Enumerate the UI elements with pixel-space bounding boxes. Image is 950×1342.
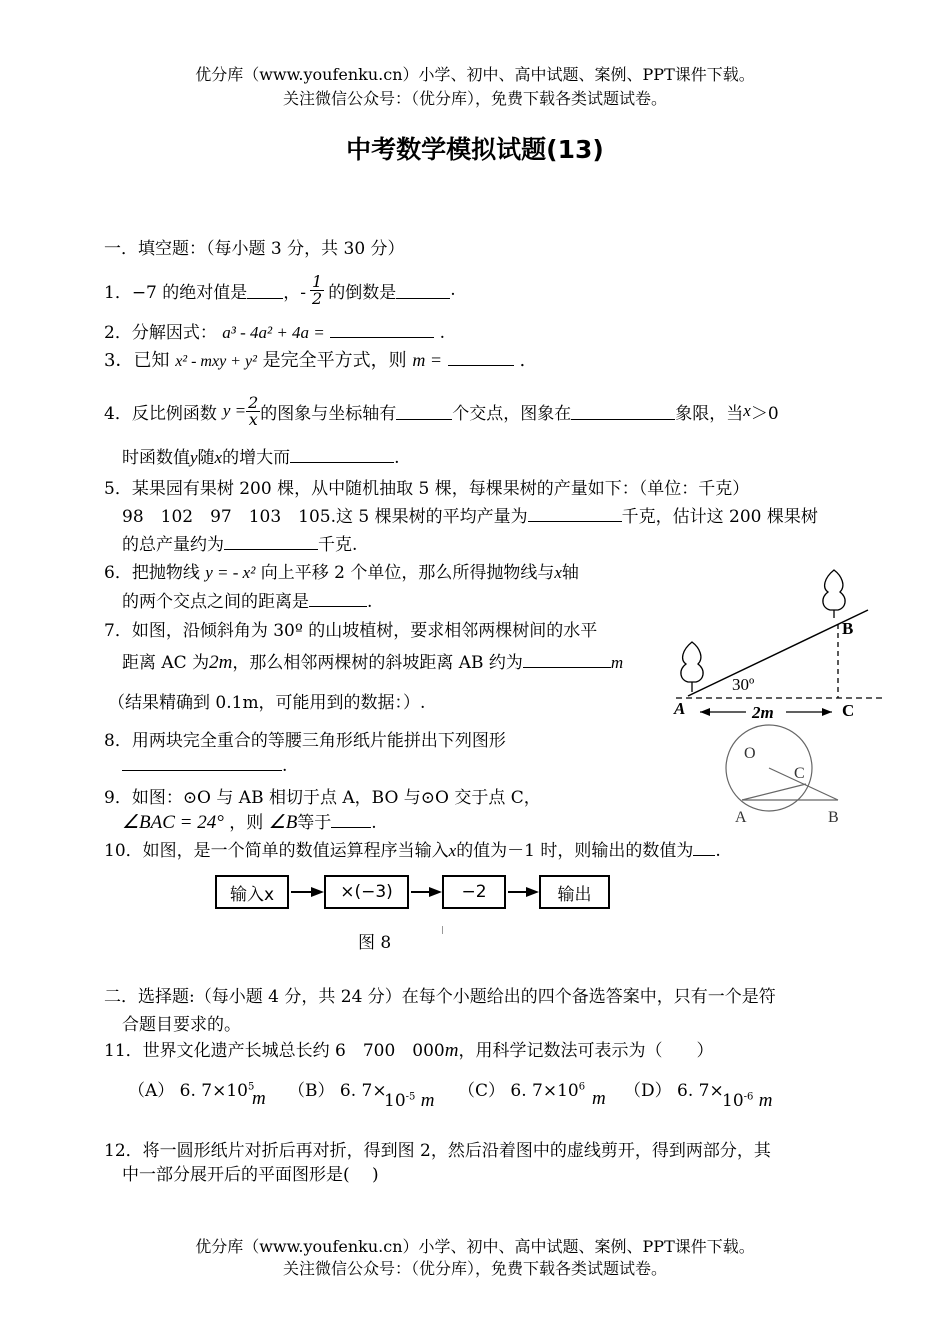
page-footer-line2: 关注微信公众号：（优分库），免费下载各类试题试卷。 — [282, 1259, 667, 1278]
q10-text-b: 的值为－1 时，则输出的数值为 — [456, 841, 694, 861]
q10-blank — [693, 839, 715, 856]
q5-line3-a: 的总产量约为 — [122, 535, 224, 555]
q1-text-a: 1．−7 的绝对值是 — [104, 282, 248, 303]
q2-text-a: 2．分解因式： — [104, 323, 217, 343]
q11-opt-c-text: （C） 6. 7×10 — [458, 1081, 579, 1101]
q6-blank — [309, 590, 367, 607]
q8-blank — [122, 754, 282, 771]
flow-box-multiply: ×(−3) — [324, 875, 409, 909]
q4-text-a: 4．反比例函数 — [104, 403, 217, 424]
question-7-line2 — [122, 648, 623, 674]
q6-text-b: 向上平移 2 个单位，那么所得抛物线与 — [260, 563, 555, 583]
question-3 — [104, 346, 525, 372]
q11-opt-b-exp: -5 — [405, 1091, 416, 1103]
slope-line — [688, 610, 868, 696]
q1-frac-num: 1 — [312, 271, 323, 291]
q5-blank-1 — [528, 505, 622, 522]
q7-blank — [523, 651, 611, 668]
q9-blank — [331, 811, 371, 828]
q9-text-d: . — [371, 813, 377, 833]
question-5-line3 — [122, 530, 357, 555]
q1-text-d: . — [450, 280, 456, 300]
q11-option-b: （B） 6. 7× — [288, 1081, 387, 1101]
q11-opt-d-base: 10 — [722, 1091, 744, 1111]
q7-line2-b: ，那么相邻两棵树的斜坡距离 AB 约为 — [232, 653, 523, 673]
question-4-line2 — [122, 443, 400, 468]
q4-text-b: 的图象与坐标轴有 — [260, 403, 397, 424]
flow-box-input: 输入x — [215, 875, 289, 909]
fig7-dist-label: 2m — [752, 703, 774, 722]
q7-m: m — [610, 653, 624, 672]
q11-opt-b-base: 10 — [384, 1091, 406, 1111]
q4-line2-c: 的增大而 — [222, 448, 291, 468]
question-7-line1: 7．如图，沿倾斜角为 30º 的山坡植树，要求相邻两棵树间的水平 — [104, 621, 598, 641]
q1-text-b: ，- — [283, 282, 307, 303]
q7-2m: 2m — [209, 652, 233, 673]
q11-opt-b-unit: m — [420, 1090, 435, 1111]
section2-heading-line2: 合题目要求的。 — [122, 1015, 241, 1035]
arrow-left-icon — [700, 708, 710, 716]
q11-opt-d-power — [722, 1090, 773, 1112]
question-6-line2 — [122, 587, 372, 612]
flow-box-output: 输出 — [539, 875, 610, 909]
question-8-line1: 8．用两块完全重合的等腰三角形纸片能拼出下列图形 — [104, 731, 506, 751]
q4-blank-3 — [290, 446, 394, 463]
arrow-right-icon — [411, 887, 442, 897]
q4-x: x — [743, 401, 751, 420]
q3-text-b: 是完全平方式，则 — [262, 350, 407, 371]
q1-frac-den: 2 — [312, 288, 323, 308]
q4-x2: x — [214, 448, 223, 467]
q11-text-a: 11．世界文化遗产长城总长约 6 700 000 — [104, 1041, 445, 1061]
page-title: 中考数学模拟试题(13) — [346, 135, 604, 164]
question-10 — [104, 836, 721, 861]
q9-text-b: ，则 — [229, 813, 264, 833]
q11-opt-a-unit: m — [252, 1088, 266, 1109]
question-9-line1: 9．如图：⊙O 与 AB 相切于点 A，BO 与⊙O 交于点 C， — [104, 788, 541, 808]
q11-opt-c-unit: m — [592, 1088, 606, 1109]
fig9-label-o: O — [744, 745, 756, 762]
q5-line2-b: 千克，估计这 200 棵果树 — [621, 507, 818, 527]
page-footer-line1: 优分库（www.youfenku.cn）小学、初中、高中试题、案例、PPT课件下载。 — [195, 1237, 755, 1256]
q4-text-d: 象限，当 — [675, 403, 744, 424]
q4-blank-2 — [571, 403, 675, 420]
question-5-line1: 5．某果园有果树 200 棵，从中随机抽取 5 棵，每棵果树的产量如下：（单位：千克） — [104, 479, 750, 499]
fig9-label-b: B — [828, 809, 839, 826]
q10-text-a: 10．如图，是一个简单的数值运算程序当输入 — [104, 841, 449, 861]
q10-text-d: . — [715, 841, 721, 861]
q3-blank — [448, 349, 514, 366]
q1-blank-2 — [396, 282, 450, 299]
slope-figure — [672, 560, 892, 730]
q9-angle-b: ∠B — [268, 812, 298, 833]
q4-fraction — [246, 392, 260, 429]
q4-frac-num: 2 — [248, 392, 259, 412]
question-8-line2 — [122, 754, 287, 776]
tree-icon — [681, 642, 703, 692]
q11-option-a — [128, 1076, 254, 1101]
q6-text-a: 6．把抛物线 — [104, 563, 200, 583]
q11-opt-c-exp: 6 — [578, 1081, 586, 1093]
q10-x: x — [448, 841, 457, 860]
arrow-right-icon — [508, 887, 539, 897]
fig9-label-c: C — [794, 765, 805, 782]
flow-box-subtract: −2 — [442, 875, 506, 909]
q1-blank-1 — [247, 282, 283, 299]
question-6-line1 — [104, 558, 579, 583]
line-ac — [742, 784, 806, 800]
q11-opt-a-exp: 5 — [248, 1081, 255, 1093]
fig7-label-b: B — [842, 619, 854, 638]
q11-opt-b-power — [384, 1090, 435, 1112]
q11-m: m — [444, 1040, 459, 1061]
q11-opt-d-exp: -6 — [743, 1091, 754, 1103]
q5-line2-a: 98 102 97 103 105.这 5 棵果树的平均产量为 — [122, 507, 528, 527]
q11-option-c — [458, 1076, 585, 1101]
q4-line2-a: 时函数值 — [122, 448, 190, 468]
q3-m: m = — [412, 350, 442, 370]
q8-period: . — [282, 756, 288, 776]
fig7-label-a: A — [674, 699, 686, 718]
fig7-label-c: C — [842, 701, 855, 720]
q3-text-a: 3．已知 — [104, 350, 170, 371]
figure-8-caption: 图 8 — [358, 933, 392, 953]
q4-text-c: 个交点，图象在 — [452, 403, 572, 424]
section2-heading-line1: 二．选择题:（每小题 4 分，共 24 分）在每个小题给出的四个备选答案中，只有一个是符 — [104, 987, 776, 1007]
q4-text-e: ＞0 — [750, 403, 779, 424]
fig7-angle-label: 30º — [732, 675, 755, 694]
q4-line2-b: 随 — [197, 448, 215, 468]
q1-text-c: 的倒数是 — [328, 282, 397, 303]
fig9-label-a: A — [735, 809, 747, 826]
circle-tangent-figure — [726, 726, 856, 832]
q5-line3-b: 千克. — [318, 535, 358, 555]
question-5-line2 — [122, 502, 818, 527]
q4-line2-d: . — [394, 448, 400, 468]
q4-y: y — [190, 448, 198, 467]
question-2 — [104, 318, 445, 343]
question-9-line2 — [122, 808, 377, 834]
arrow-right-icon — [822, 708, 832, 716]
q2-expression: a³ - 4a² + 4a = — [222, 323, 325, 342]
q11-opt-a-text: （A） 6. 7×10 — [128, 1081, 248, 1101]
q4-frac-den: x — [248, 409, 258, 429]
question-7-line3: （结果精确到 0.1m，可能用到的数据：）. — [108, 693, 426, 713]
q6-line2-b: . — [367, 592, 373, 612]
q4-ylhs: y = — [222, 401, 247, 420]
q3-expression: x² - mxy + y² — [175, 353, 257, 370]
question-12-line2: 中一部分展开后的平面图形是( ) — [122, 1165, 379, 1185]
page-header-line2: 关注微信公众号：（优分库），免费下载各类试题试卷。 — [282, 89, 667, 108]
tree-icon — [823, 570, 845, 618]
q4-blank-1 — [396, 403, 452, 420]
q1-fraction — [310, 271, 324, 308]
q2-blank — [330, 321, 434, 338]
q7-line2-a: 距离 AC 为 — [122, 653, 210, 673]
q6-line2-a: 的两个交点之间的距离是 — [122, 592, 309, 612]
arrow-right-icon — [291, 887, 324, 897]
stray-mark — [442, 926, 443, 934]
question-11 — [104, 1036, 713, 1062]
q6-text-c: 轴 — [561, 563, 579, 583]
q9-text-c: 等于 — [297, 813, 332, 833]
page-header-line1: 优分库（www.youfenku.cn）小学、初中、高中试题、案例、PPT课件下载。 — [195, 65, 755, 84]
section1-heading: 一．填空题：（每小题 3 分，共 30 分） — [104, 239, 405, 259]
q5-blank-2 — [224, 533, 318, 550]
flow-arrows — [289, 882, 539, 902]
q6-expression: y = - x² — [205, 563, 256, 582]
q6-x: x — [554, 563, 562, 582]
q11-option-d: （D） 6. 7× — [624, 1081, 724, 1101]
q2-text-d: . — [439, 323, 446, 343]
q11-opt-d-unit: m — [758, 1090, 773, 1111]
question-12-line1: 12．将一圆形纸片对折后再对折，得到图 2，然后沿着图中的虚线剪开，得到两部分，其 — [104, 1141, 771, 1161]
q3-text-d: . — [519, 350, 526, 371]
q11-text-b: ，用科学记数法可表示为（ ） — [458, 1041, 714, 1061]
question-4 — [104, 388, 779, 434]
q9-angle-bac: ∠BAC = 24° — [122, 812, 224, 833]
question-1 — [104, 268, 456, 312]
